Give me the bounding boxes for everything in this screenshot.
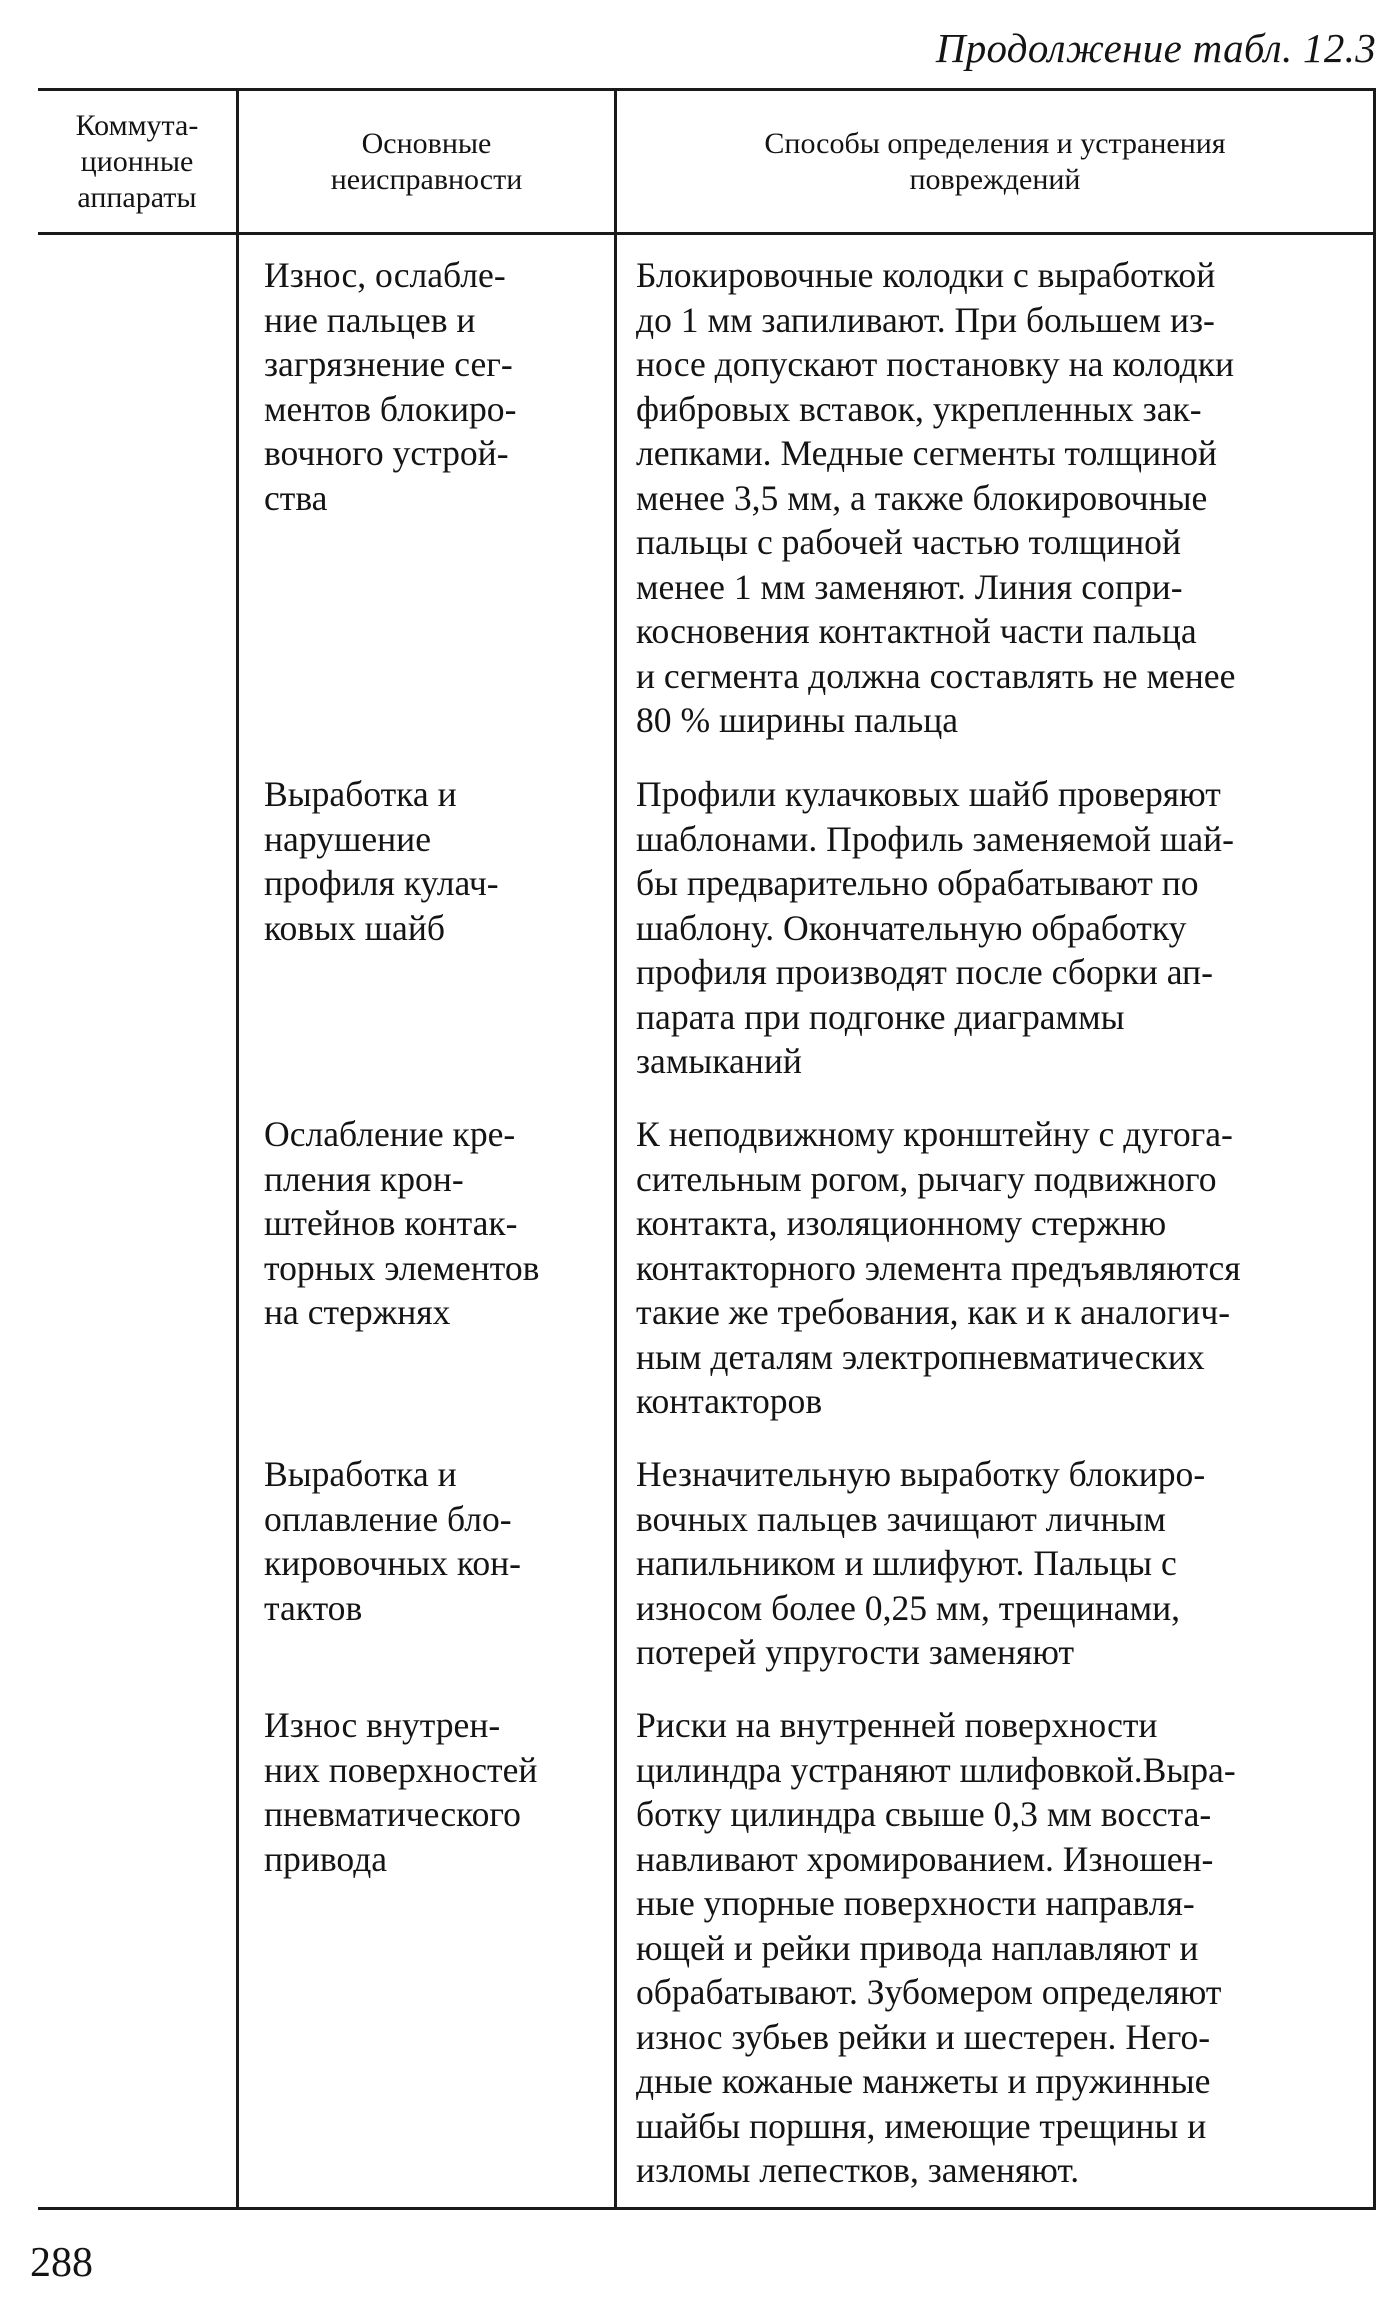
table-row-2-fault: Выработка и нарушение профиля кулач- ковых шайб xyxy=(264,774,499,948)
page-number: 288 xyxy=(30,2240,93,2286)
table-row-3-fault: Ослабление кре- пления крон- штейнов контак- торных элементов на стержнях xyxy=(264,1114,540,1332)
table-row-3-method: К неподвижному кронштейну с дугога- сительным рогом, рычагу подвижного контакта, изоляционному стержню контакторного элемента предъявляются такие же требования, как и к аналогич- ным деталям электропневматических контакторов xyxy=(636,1114,1241,1421)
table-row-2-method: Профили кулачковых шайб проверяют шаблонами. Профиль заменяемой шай- бы предварительно обрабатывают по шаблону. Окончательную обработку профиля производят после сборки ап- парата при подгонке диаграммы замыканий xyxy=(636,774,1235,1081)
column-header-methods: Способы определения и устранения повреждений xyxy=(764,126,1226,196)
table-row-1-fault: Износ, ослабле- ние пальцев и загрязнение сег- ментов блокиро- вочного устрой- ства xyxy=(264,255,517,518)
table-continuation-label: Продолжение табл. 12.3 xyxy=(935,25,1376,71)
table-row-1-method: Блокировочные колодки с выработкой до 1 мм запиливают. При большем из- носе допускают постановку на колодки фибровых вставок, укрепленных зак- лепками. Медные сегменты толщиной менее 3,5 мм, а также блокировочные пальцы с рабочей частью толщиной менее 1 мм заменяют. Линия сопри- косновения контактной части пальца и сегмента должна составлять не менее 80 % ширины пальца xyxy=(636,255,1236,740)
table-right-border xyxy=(1373,88,1376,2210)
table-row-5-method: Риски на внутренней поверхности цилиндра устраняют шлифовкой.Выра- ботку цилиндра свыше 0,3 мм восста- навливают хромированием. Изношен- ные упорные поверхности направля- ющей и рейки привода наплавляют и обрабатывают. Зубомером определяют износ зубьев рейки и шестерен. Него- дные кожаные манжеты и пружинные шайбы поршня, имеющие трещины и изломы лепестков, заменяют. xyxy=(636,1705,1236,2190)
header-divider xyxy=(38,232,1376,235)
column-divider xyxy=(236,88,239,2210)
column-header-faults: Основные неисправности xyxy=(330,126,523,196)
column-header-apparatus: Коммута- ционные аппараты xyxy=(75,108,199,214)
table-row-5-fault: Износ внутрен- них поверхностей пневматического привода xyxy=(264,1705,538,1879)
table-row-4-fault: Выработка и оплавление бло- кировочных кон- тактов xyxy=(264,1454,522,1628)
table-row-4-method: Незначительную выработку блокиро- вочных пальцев зачищают личным напильником и шлифуют. Пальцы с износом более 0,25 мм, трещинами, потерей упругости заменяют xyxy=(636,1454,1206,1672)
column-divider xyxy=(614,88,617,2210)
